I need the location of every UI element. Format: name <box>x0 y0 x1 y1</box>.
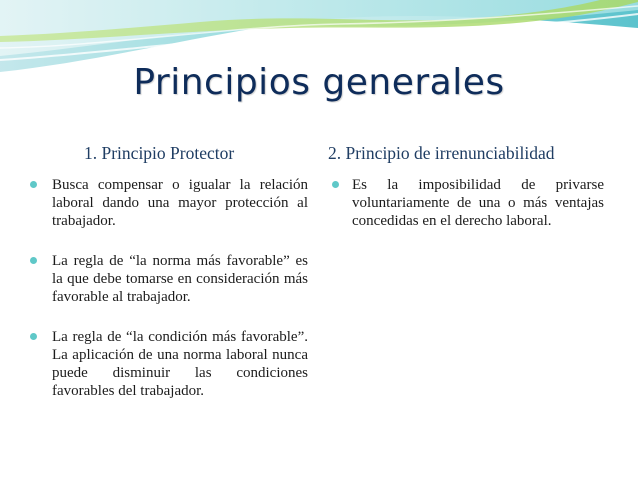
bullet-dot-icon <box>30 181 37 188</box>
left-column <box>28 143 308 422</box>
left-column-heading: 1. Principio Protector <box>84 143 235 163</box>
bullet-dot-icon <box>332 181 339 188</box>
list-item <box>28 328 308 400</box>
right-bullet-list <box>328 176 604 230</box>
right-column <box>328 143 604 252</box>
list-item-text: La regla de “la condición más favorable”. La aplicación de una norma laboral nunca puede disminuir las condiciones favorables del trabajador. <box>52 329 308 399</box>
bullet-dot-icon <box>30 333 37 340</box>
list-item-text: La regla de “la norma más favorable” es la que debe tomarse en consideración más favorable al trabajador. <box>52 253 308 305</box>
list-item <box>28 176 308 230</box>
slide-title: Principios generales <box>133 62 505 103</box>
left-bullet-list <box>28 176 308 400</box>
list-item <box>28 252 308 306</box>
list-item-text: Busca compensar o igualar la relación laboral dando una mayor protección al trabajador. <box>52 177 308 229</box>
bullet-dot-icon <box>30 257 37 264</box>
list-item <box>328 176 604 230</box>
right-column-heading: 2. Principio de irrenunciabilidad <box>328 143 555 163</box>
list-item-text: Es la imposibilidad de privarse voluntariamente de una o más ventajas concedidas en el derecho laboral. <box>352 177 604 229</box>
